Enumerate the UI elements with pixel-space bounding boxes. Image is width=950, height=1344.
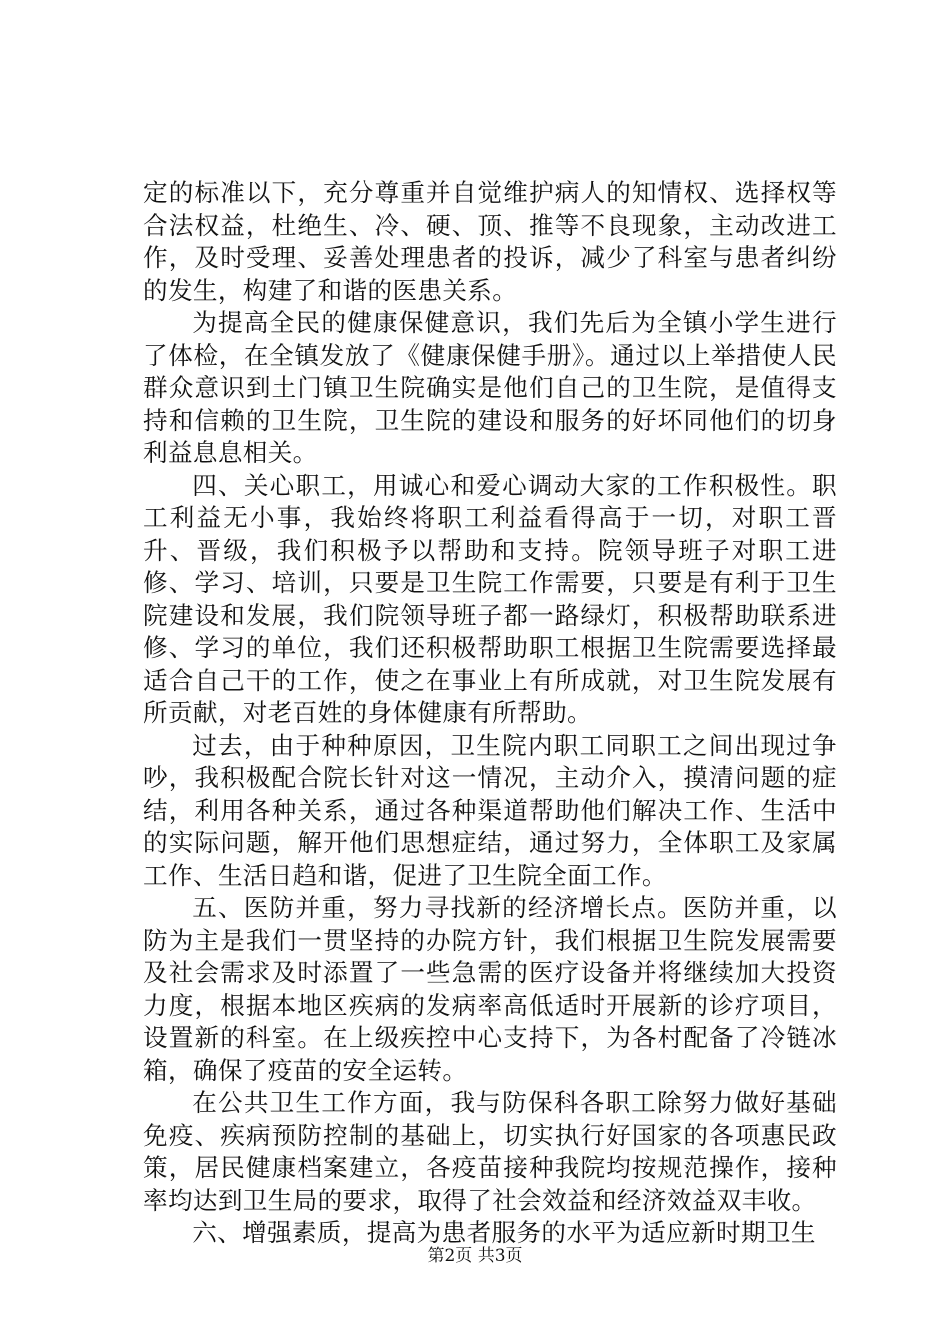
paragraph: 四、关心职工，用诚心和爱心调动大家的工作积极性。职工利益无小事，我始终将职工利益看得高于一切，对职工晋升、晋级，我们积极予以帮助和支持。院领导班子对职工进修、学习、培训，只要是卫生院工作需要，只要是有利于卫生院建设和发展，我们院领导班子都一路绿灯，积极帮助联系进修、学习的单位，我们还积极帮助职工根据卫生院需要选择最适合自己干的工作，使之在事业上有所成就，对卫生院发展有所贡献，对老百姓的身体健康有所帮助。 — [143, 470, 837, 727]
body-text — [143, 177, 837, 1250]
paragraph: 为提高全民的健康保健意识，我们先后为全镇小学生进行了体检，在全镇发放了《健康保健手册》。通过以上举措使人民群众意识到土门镇卫生院确实是他们自己的卫生院，是值得支持和信赖的卫生院，卫生院的建设和服务的好坏同他们的切身利益息息相关。 — [143, 308, 837, 467]
paragraph: 六、增强素质，提高为患者服务的水平为适应新时期卫生 — [192, 1218, 816, 1247]
paragraph: 五、医防并重，努力寻找新的经济增长点。医防并重，以防为主是我们一贯坚持的办院方针，我们根据卫生院发展需要及社会需求及时添置了一些急需的医疗设备并将继续加大投资力度，根据本地区疾病的发病率高低适时开展新的诊疗项目，设置新的科室。在上级疾控中心支持下，为各村配备了冷链冰箱，确保了疫苗的安全运转。 — [143, 893, 837, 1085]
paragraph: 定的标准以下，充分尊重并自觉维护病人的知情权、选择权等合法权益，杜绝生、冷、硬、顶、推等不良现象，主动改进工作，及时受理、妥善处理患者的投诉，减少了科室与患者纠纷的发生，构建了和谐的医患关系。 — [143, 178, 837, 305]
paragraph: 在公共卫生工作方面，我与防保科各职工除努力做好基础免疫、疾病预防控制的基础上，切实执行好国家的各项惠民政策，居民健康档案建立，各疫苗接种我院均按规范操作，接种率均达到卫生局的要求，取得了社会效益和经济效益双丰收。 — [143, 1088, 837, 1215]
page-footer: 第2页 共3页 — [427, 1246, 523, 1266]
paragraph: 过去，由于种种原因，卫生院内职工同职工之间出现过争吵，我积极配合院长针对这一情况，主动介入，摸清问题的症结，利用各种关系，通过各种渠道帮助他们解决工作、生活中的实际问题，解开他们思想症结，通过努力，全体职工及家属工作、生活日趋和谐，促进了卫生院全面工作。 — [143, 730, 837, 890]
